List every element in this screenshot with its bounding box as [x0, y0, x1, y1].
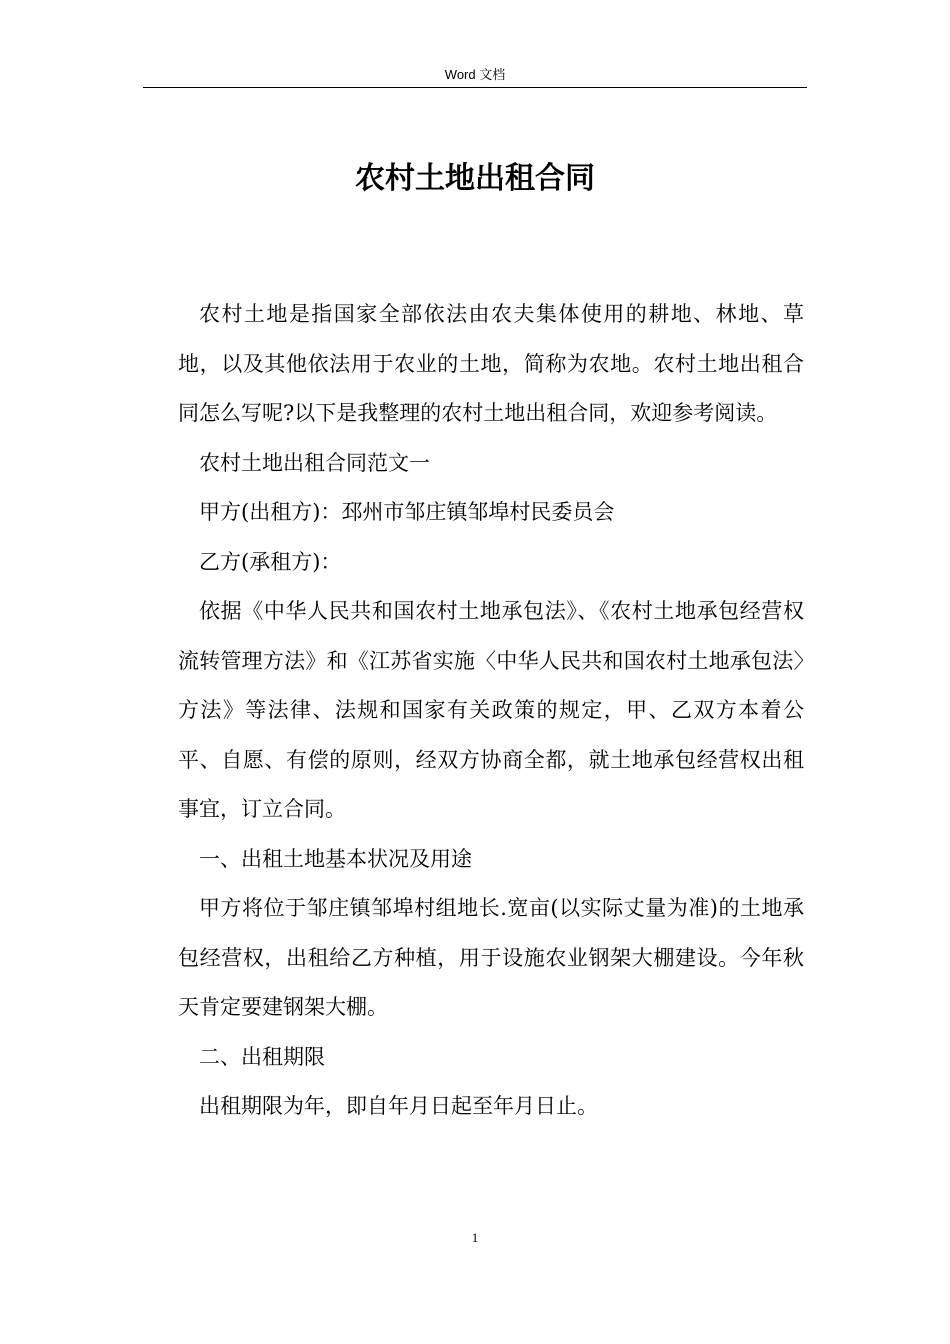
section-heading-land-info: 一、出租土地基本状况及用途 [199, 846, 472, 871]
header-divider [143, 87, 807, 88]
page-number: 1 [471, 1230, 479, 1245]
document-body [178, 290, 804, 1132]
paragraph-legal-basis: 依据《中华人民共和国农村土地承包法》、《农村土地承包经营权流转管理方法》和《江苏省实施〈中华人民共和国农村土地承包法〉方法》等法律、法规和国家有关政策的规定，甲、乙双方本着公平、自愿、有偿的原则，经双方协商全都，就土地承包经营权出租事宜，订立合同。 [178, 599, 804, 821]
paragraph-intro: 农村土地是指国家全部依法由农夫集体使用的耕地、林地、草地，以及其他依法用于农业的土地，简称为农地。农村土地出租合同怎么写呢?以下是我整理的农村土地出租合同，欢迎参考阅读。 [178, 302, 804, 425]
paragraph-party-b: 乙方(承租方)： [199, 549, 342, 574]
paragraph-sample-heading: 农村土地出租合同范文一 [199, 450, 430, 475]
page-header: Word 文档 [444, 67, 506, 82]
paragraph-party-a: 甲方(出租方)：邳州市邹庄镇邹埠村民委员会 [199, 500, 615, 524]
paragraph-land-info: 甲方将位于邹庄镇邹埠村组地长.宽亩(以实际丈量为准)的土地承包经营权，出租给乙方种植，用于设施农业钢架大棚建设。今年秋天肯定要建钢架大棚。 [178, 896, 804, 1019]
section-heading-lease-term: 二、出租期限 [199, 1044, 325, 1069]
paragraph-lease-term: 出租期限为年，即自年月日起至年月日止。 [199, 1094, 598, 1118]
document-title: 农村土地出租合同 [355, 161, 595, 196]
